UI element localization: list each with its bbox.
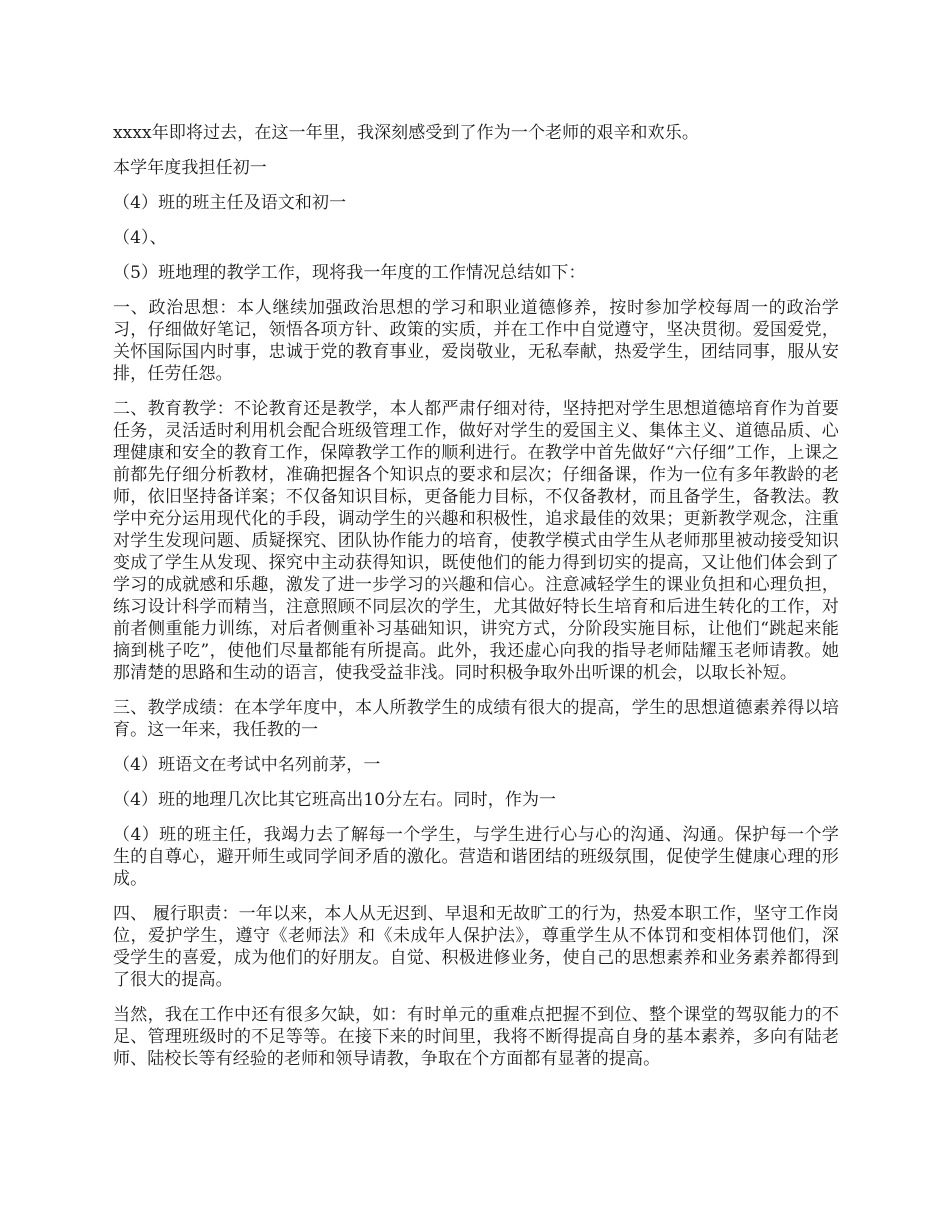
- document-body: [113, 122, 839, 1083]
- paragraph-results-chinese: （4）班语文在考试中名列前茅，一: [113, 755, 381, 775]
- paragraph-role: 本学年度我担任初一: [113, 158, 267, 178]
- paragraph-teaching-results: 三、教学成绩：在本学年度中，本人所教学生的成绩有很大的提高，学生的思想道德素养得以培育。这一年来，我任教的一: [113, 698, 839, 740]
- paragraph-role-class-4b: （4）、: [113, 228, 167, 248]
- paragraph-duties: 四、 履行职责：一年以来，本人从无迟到、早退和无故旷工的行为，热爱本职工作，坚守工作岗位，爱护学生，遵守《老师法》和《未成年人保护法》，尊重学生从不体罚和变相体罚他们，深受学生的喜爱，成为他们的好朋友。自觉、积极进修业务，使自己的思想素养和业务素养都得到了很大的提高。: [113, 904, 839, 990]
- paragraph-shortcomings: 当然，我在工作中还有很多欠缺，如：有时单元的重难点把握不到位、整个课堂的驾驭能力的不足、管理班级时的不足等等。在接下来的时间里，我将不断得提高自身的基本素养，多向有陆老师、陆校长等有经验的老师和领导请教，争取在个方面都有显著的提高。: [113, 1005, 839, 1069]
- paragraph-education-teaching: 二、教育教学：不论教育还是教学，本人都严肃仔细对待，坚持把对学生思想道德培育作为首要任务，灵活适时利用机会配合班级管理工作，做好对学生的爱国主义、集体主义、道德品质、心理健康和安全的教育工作，保障教学工作的顺利进行。在教学中首先做好“六仔细”工作，上课之前都先仔细分析教材，准确把握各个知识点的要求和层次；仔细备课，作为一位有多年教龄的老师，依旧坚持备详案；不仅备知识目标，更备能力目标，不仅备教材，而且备学生，备教法。教学中充分运用现代化的手段，调动学生的兴趣和积极性，追求最佳的效果；更新教学观念，注重对学生发现问题、质疑探究、团队协作能力的培育，使教学模式由学生从老师那里被动接受知识变成了学生从发现、探究中主动获得知识，既使他们的能力得到切实的提高，又让他们体会到了学习的成就感和乐趣，激发了进一步学习的兴趣和信心。注意减轻学生的课业负担和心理负担，练习设计科学而精当，注意照顾不同层次的学生，尤其做好特长生培育和后进生转化的工作，对前者侧重能力训练，对后者侧重补习基础知识，讲究方式，分阶段实施目标，让他们“跳起来能摘到桃子吃”，使他们尽量都能有所提高。此外，我还虚心向我的指导老师陆耀玉老师请教。她那清楚的思路和生动的语言，使我受益非浅。同时积极争取外出听课的机会，以取长补短。: [113, 399, 839, 683]
- paragraph-role-class-4: （4）班的班主任及语文和初一: [113, 193, 347, 213]
- paragraph-intro: xxxx年即将过去，在这一年里，我深刻感受到了作为一个老师的艰辛和欢乐。: [113, 123, 699, 143]
- paragraph-role-class-5: （5）班地理的教学工作，现将我一年度的工作情况总结如下：: [113, 263, 586, 283]
- paragraph-results-geography: （4）班的地理几次比其它班高出10分左右。同时，作为一: [113, 790, 557, 810]
- paragraph-class-teacher: （4）班的班主任，我竭力去了解每一个学生，与学生进行心与心的沟通、沟通。保护每一个学生的自尊心，避开师生或同学间矛盾的激化。营造和谐团结的班级氛围，促使学生健康心理的形成。: [113, 825, 839, 889]
- paragraph-political-thought: 一、政治思想：本人继续加强政治思想的学习和职业道德修养，按时参加学校每周一的政治学习，仔细做好笔记，领悟各项方针、政策的实质，并在工作中自觉遵守，坚决贯彻。爱国爱党，关怀国际国内时事，忠诚于党的教育事业，爱岗敬业，无私奉献，热爱学生，团结同事，服从安排，任劳任怨。: [113, 298, 839, 384]
